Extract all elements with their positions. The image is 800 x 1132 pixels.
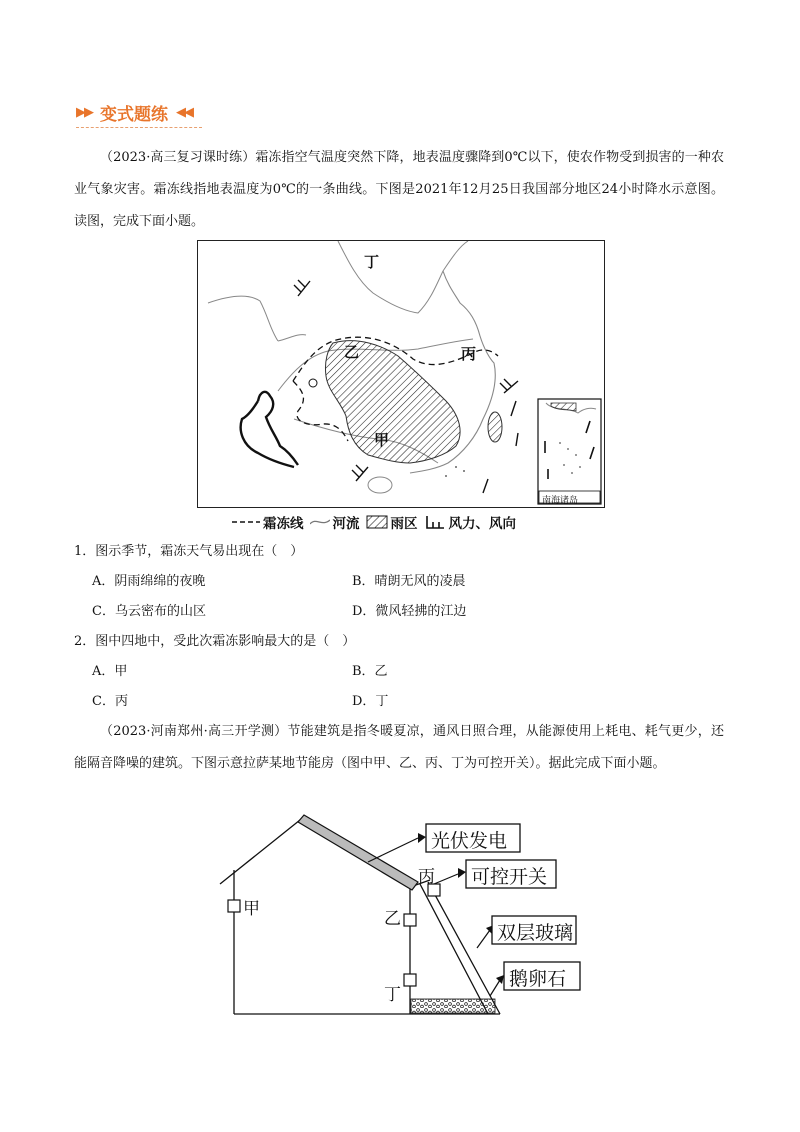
question-1-stem: 1．图示季节，霜冻天气易出现在（ ） bbox=[74, 544, 304, 559]
switch-label-bing: 丙 bbox=[418, 867, 435, 887]
legend-rain: 雨区 bbox=[366, 512, 418, 532]
wind-barb-icon bbox=[424, 514, 446, 530]
q2-option-c[interactable]: C．丙 bbox=[92, 694, 128, 709]
legend-river: 河流 bbox=[310, 512, 360, 532]
passage-2: （2023·河南郑州·高三开学测）节能建筑是指冬暖夏凉，通风日照合理，从能源使用上耗电、耗气更少，还能隔音降噪的建筑。下图示意拉萨某地节能房（图中甲、乙、丙、丁为可控开关）。据此完成下面小题。 bbox=[74, 724, 724, 771]
label-pv: 光伏发电 bbox=[431, 830, 508, 852]
section-header bbox=[76, 98, 192, 126]
q1-option-a[interactable]: A．阴雨绵绵的夜晚 bbox=[92, 574, 206, 589]
q1-option-c[interactable]: C．乌云密布的山区 bbox=[92, 604, 206, 619]
map-label-ding: 丁 bbox=[364, 253, 380, 271]
map-label-bing: 丙 bbox=[461, 345, 477, 363]
q2-option-d[interactable]: D．丁 bbox=[352, 694, 389, 709]
section-title: 变式题练 bbox=[100, 104, 168, 125]
hatch-box-icon bbox=[366, 515, 388, 529]
left-arrows-icon: ◀◀ bbox=[176, 104, 192, 120]
map-inset-label: 南海诸岛 bbox=[542, 496, 579, 506]
label-glass: 双层玻璃 bbox=[497, 922, 574, 944]
switch-label-jia: 甲 bbox=[243, 899, 260, 919]
label-stone: 鹅卵石 bbox=[509, 968, 567, 990]
legend-wind: 风力、风向 bbox=[424, 512, 517, 532]
passage-1: （2023·高三复习课时练）霜冻指空气温度突然下降，地表温度骤降到0℃以下，使农作物受到损害的一种农业气象灾害。霜冻线指地表温度为0℃的一条曲线。下图是2021年12月25日我国部分地区24小时降水示意图。读图，完成下面小题。 bbox=[74, 150, 724, 229]
map-label-jia: 甲 bbox=[374, 431, 390, 449]
switch-label-ding: 丁 bbox=[384, 985, 401, 1005]
energy-house-diagram bbox=[200, 810, 600, 1025]
switch-label-yi: 乙 bbox=[384, 909, 401, 929]
q1-option-b[interactable]: B．晴朗无风的凌晨 bbox=[352, 574, 466, 589]
q2-option-a[interactable]: A．甲 bbox=[92, 664, 128, 679]
right-arrows-icon: ▶▶ bbox=[76, 104, 92, 120]
legend-frost: 霜冻线 bbox=[232, 512, 304, 532]
q1-option-d[interactable]: D．微风轻拂的江边 bbox=[352, 604, 467, 619]
header-underline bbox=[76, 127, 202, 128]
river-line-icon bbox=[310, 517, 330, 527]
q2-option-b[interactable]: B．乙 bbox=[352, 664, 388, 679]
map-legend bbox=[232, 510, 572, 534]
label-switch: 可控开关 bbox=[471, 866, 548, 888]
map-label-yi: 乙 bbox=[344, 343, 360, 361]
question-2-stem: 2．图中四地中，受此次霜冻影响最大的是（ ） bbox=[74, 634, 356, 649]
dashed-line-icon bbox=[232, 519, 260, 525]
map-drawing bbox=[198, 241, 603, 506]
precipitation-map bbox=[197, 240, 605, 508]
